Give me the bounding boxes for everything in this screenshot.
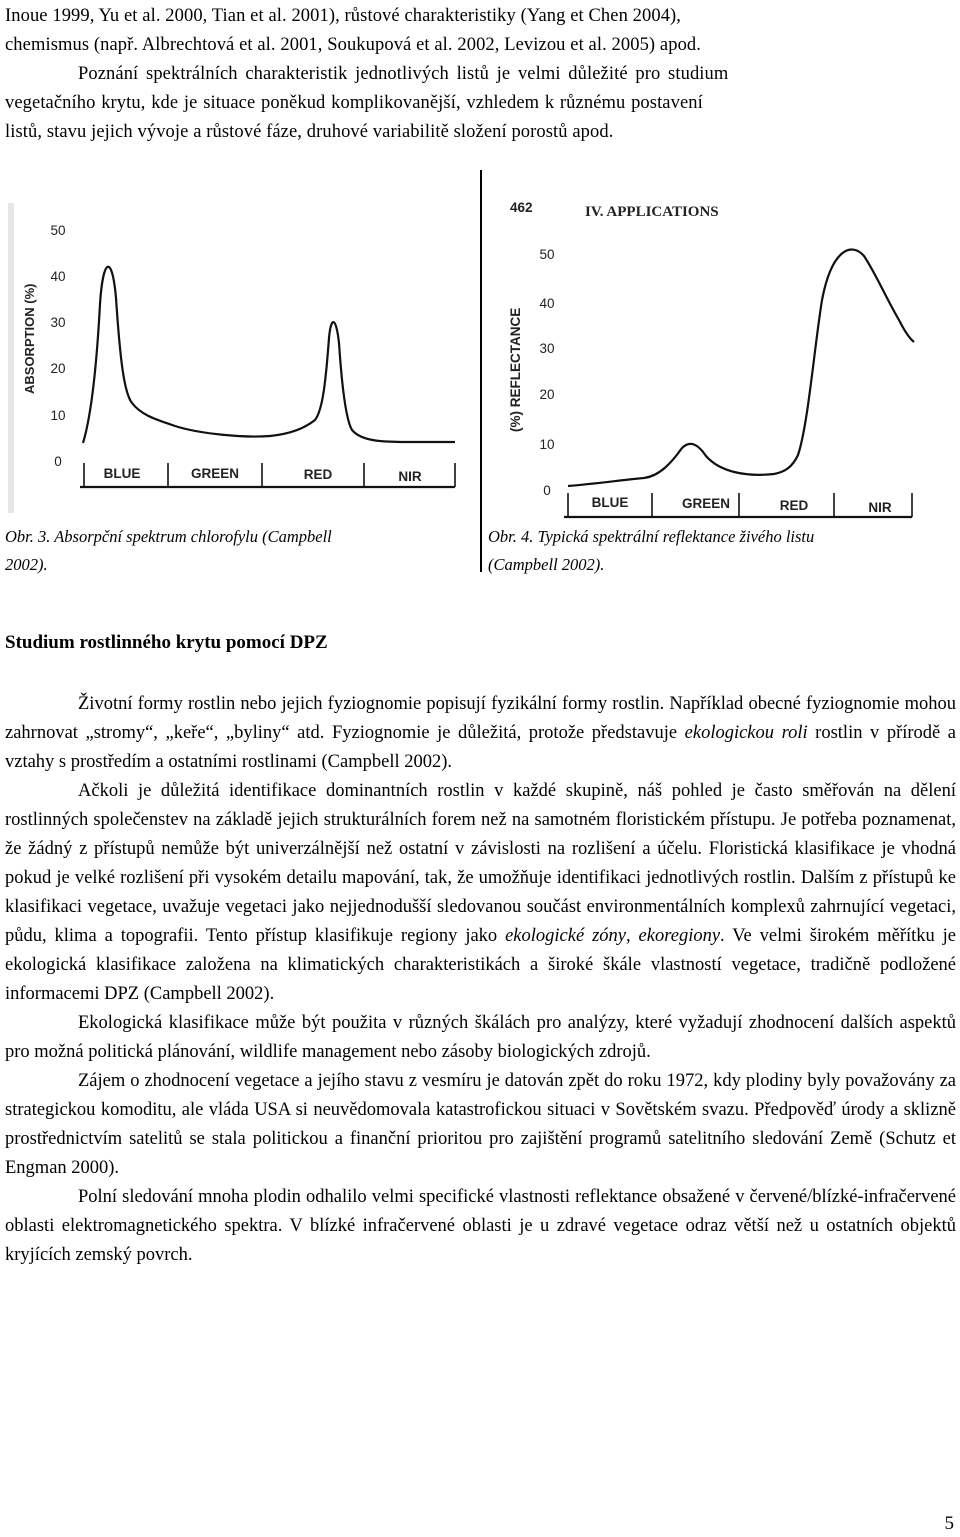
band-label-red: RED [303, 467, 333, 482]
intro-line: chemismus (např. Albrechtová et al. 2001, Soukupová et al. 2002, Levizou et al. 2005) apod. [5, 35, 702, 55]
figure-reflectance-spectrum [484, 190, 958, 520]
band-label-nir: NIR [868, 500, 892, 515]
paragraph: Životní formy rostlin nebo jejich fyziognomie popisují fyzikální formy rostlin. Například obecné fyziognomie mohou zahrnovat „stromy“, „keře“, „byliny“ atd. Fyziognomie je důležitá, protože představuje ekologickou roli rostlin v přírodě a vztahy s prostředím a ostatními rostlinami (Campbell 2002). [5, 694, 957, 772]
figure-divider [480, 170, 482, 572]
figure-4-caption: Obr. 4. Typická spektrální reflektance živého listu (Campbell 2002). [488, 527, 815, 574]
band-label-nir: NIR [398, 469, 422, 484]
absorption-chart [0, 198, 470, 520]
y-axis-label: (%) REFLECTANCE [508, 307, 523, 432]
y-tick-label: 40 [539, 296, 555, 311]
paragraph: Ekologická klasifikace může být použita v různých škálách pro analýzy, které vyžadují zhodnocení dalších aspektů pro možná politická plánování, wildlife management nebo zásoby biologických zdrojů. [5, 1013, 956, 1062]
paragraph: Zájem o zhodnocení vegetace a jejího stavu z vesmíru je datován zpět do roku 1972, kdy plodiny byly považovány za strategickou komoditu, ale vláda USA si neuvědomovala katastrofickou situaci v Sovětském svazu. Předpověď úrody a sklizně prostřednictvím satelitů se stala politickou a finanční prioritou pro zajištění programů satelitního sledování Země (Schutz et Engman 2000). [5, 1071, 956, 1178]
section-heading: Studium rostlinného krytu pomocí DPZ [5, 632, 328, 653]
intro-line: vegetačního krytu, kde je situace poněkud komplikovanější, vzhledem k různému postavení [5, 93, 703, 113]
band-label-green: GREEN [190, 466, 240, 481]
y-tick-label: 10 [50, 408, 66, 423]
reflectance-chart [484, 190, 958, 520]
page-number: 5 [944, 1513, 954, 1534]
source-section-header: IV. APPLICATIONS [585, 204, 719, 220]
band-label-blue: BLUE [103, 466, 141, 481]
y-axis-label: ABSORPTION (%) [22, 283, 37, 394]
source-page-number: 462 [510, 200, 533, 215]
y-tick-label: 50 [50, 223, 66, 238]
figure-3-caption: Obr. 3. Absorpční spektrum chlorofylu (Campbell 2002). [5, 527, 332, 574]
paragraph: Ačkoli je důležitá identifikace dominantních rostlin v každé skupině, náš pohled je často směřován na dělení rostlinných společenstev na základě jejich strukturálních forem než na samotném floristickém přístupu. Je potřeba poznamenat, že žádný z přístupů nemůže být univerzálnější než ostatní v závislosti na rozlišení a účelu. Floristická klasifikace je vhodná pokud je velké rozlišení při vysokém detailu mapování, tak, že umožňuje identifikaci jednotlivých rostlin. Dalším z přístupů ke klasifikaci vegetace, uvažuje vegetaci jako nejjednodušší sledovanou součást environmentálních komplexů zahrnující vegetaci, půdu, klima a topografii. Tento přístup klasifikuje regiony jako ekologické zóny, ekoregiony. Ve velmi širokém měřítku je ekologická klasifikace založena na klimatických charakteristikách a široké škále vlastností vegetace, tradičně podložené informacemi DPZ (Campbell 2002). [5, 781, 957, 1004]
y-tick-label: 0 [543, 483, 551, 498]
paragraph: Polní sledování mnoha plodin odhalilo velmi specifické vlastnosti reflektance obsažené v červené/blízké-infračervené oblasti elektromagnetického spektra. V blízké infračervené oblasti je u zdravé vegetace odraz větší než u ostatních objektů kryjících zemský povrch. [5, 1187, 956, 1265]
band-label-blue: BLUE [591, 495, 629, 510]
y-tick-label: 0 [54, 454, 62, 469]
body-text [5, 690, 956, 1270]
y-tick-label: 20 [50, 361, 66, 376]
y-tick-label: 20 [539, 387, 555, 402]
y-tick-label: 40 [50, 269, 66, 284]
band-label-green: GREEN [681, 496, 731, 511]
y-tick-label: 30 [539, 341, 555, 356]
y-tick-label: 30 [50, 315, 66, 330]
y-tick-label: 10 [539, 437, 555, 452]
intro-paragraph [5, 2, 956, 147]
figure-absorption-spectrum [0, 198, 470, 520]
intro-line: Inoue 1999, Yu et al. 2000, Tian et al. 2001), růstové charakteristiky (Yang et Chen 2004), [5, 6, 682, 26]
y-tick-label: 50 [539, 247, 555, 262]
intro-line: Poznání spektrálních charakteristik jednotlivých listů je velmi důležité pro studium [78, 64, 729, 84]
band-label-red: RED [779, 498, 809, 513]
intro-line: listů, stavu jejich vývoje a růstové fáze, druhové variabilitě složení porostů apod. [5, 122, 614, 142]
